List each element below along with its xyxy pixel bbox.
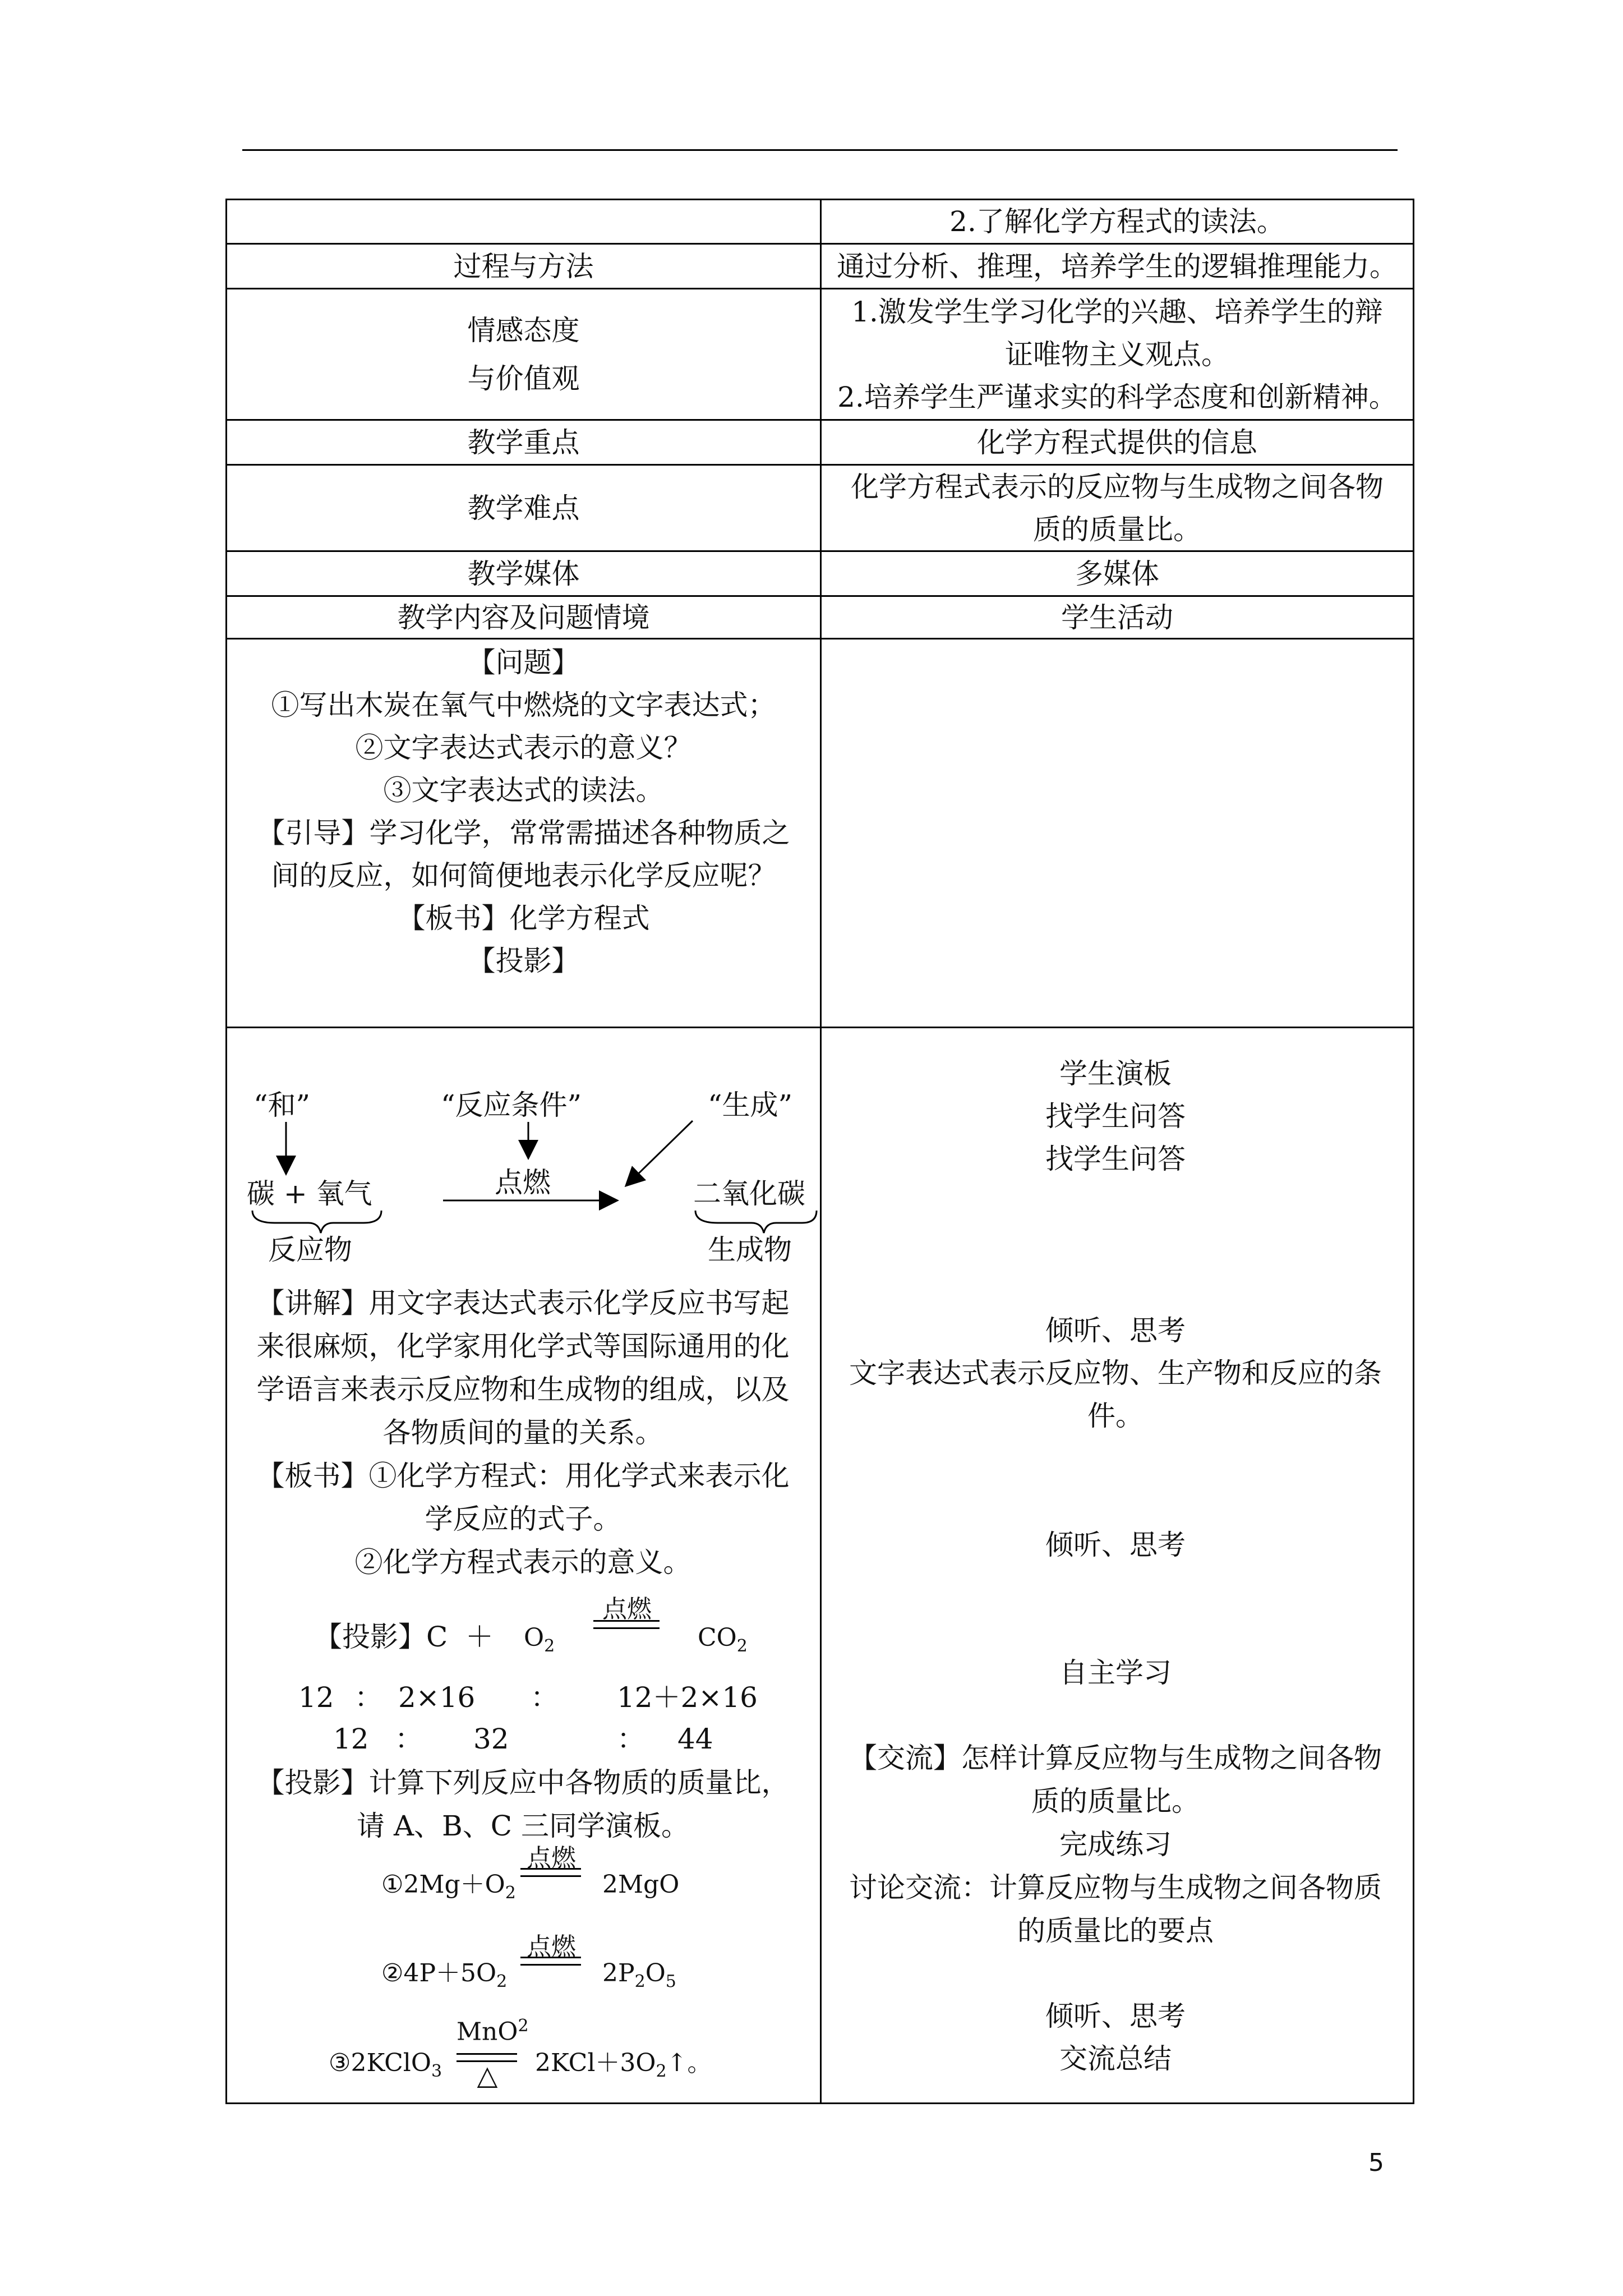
page-number: 5 — [1368, 2148, 1384, 2177]
product-label: “生成” — [708, 1089, 793, 1121]
row-4-right: 化学方程式表示的反应物与生成物之间各物 质的质量比。 — [851, 470, 1384, 546]
oxygen-formula: $O_2$ — [524, 1623, 555, 1656]
activity: 质的质量比。 — [1031, 1785, 1200, 1818]
row-2-left: 情感态度 与价值观 — [467, 314, 580, 395]
diagram-arrows — [224, 1116, 819, 1240]
eq3-left: ③2KClO — [329, 2049, 431, 2077]
explain-line: 来很麻烦，化学家用化学式等国际通用的化 — [256, 1330, 790, 1363]
activity: 倾听、思考 — [1045, 1529, 1186, 1561]
eq2-condition: 点燃 — [527, 1932, 576, 1961]
student-activities — [820, 1737, 1411, 1953]
activity: 学生演板 — [1059, 1057, 1172, 1090]
explanation-section — [227, 1282, 819, 1584]
row-5-right: 多媒体 — [1075, 557, 1159, 590]
row-2-right: 1.激发学生学习化学的兴趣、培养学生的辩 证唯物主义观点。 2.培养学生严谨求实的科学态度和创新精神。 — [837, 295, 1397, 413]
heat-triangle-icon: △ — [477, 2060, 498, 2091]
explain-line: 【讲解】用文字表达式表示化学反应书写起 — [256, 1287, 790, 1319]
colon: ： — [531, 1681, 559, 1714]
student-activities — [820, 1995, 1411, 2080]
row-6-right: 学生活动 — [1061, 601, 1173, 634]
activity: 找学生问答 — [1045, 1143, 1186, 1175]
mass-c-value: 12 — [333, 1723, 369, 1755]
colon: ： — [395, 1723, 423, 1755]
activity: 倾听、思考 — [1045, 2000, 1186, 2032]
student-activities — [820, 1651, 1411, 1694]
row-1-left: 过程与方法 — [453, 250, 594, 283]
calculation-prompt — [227, 1761, 819, 1848]
reactants-group-label: 反应物 — [268, 1234, 352, 1266]
mass-c: 12 — [298, 1681, 334, 1714]
mass-o2-value: 32 — [473, 1723, 509, 1755]
reactants-text: 碳 + 氧气 — [247, 1177, 372, 1210]
board-line: ②化学方程式表示的意义。 — [354, 1546, 691, 1579]
activity: 交流总结 — [1059, 2042, 1172, 2075]
mass-co2-expr: 12＋2×16 — [617, 1681, 758, 1714]
product-arrow — [627, 1121, 693, 1185]
row-3-right: 化学方程式提供的信息 — [977, 426, 1257, 459]
student-activities — [820, 1524, 1411, 1566]
calc-line: 请 A、B、C 三同学演板。 — [357, 1810, 689, 1842]
activity: 倾听、思考 — [1045, 1314, 1186, 1347]
and-label: “和” — [253, 1089, 311, 1121]
ignite-condition: 点燃 — [602, 1595, 652, 1623]
activity: 【交流】怎样计算反应物与生成物之间各物 — [849, 1742, 1382, 1774]
board-line: 学反应的式子。 — [425, 1503, 621, 1535]
calc-line: 【投影】计算下列反应中各物质的质量比， — [256, 1766, 790, 1799]
eq1-equals — [520, 1868, 581, 1877]
colon: ： — [354, 1681, 382, 1714]
plus-sign: ＋ — [465, 1621, 494, 1653]
activity: 完成练习 — [1059, 1828, 1172, 1861]
eq2-equals — [520, 1957, 581, 1966]
reactants-brace — [252, 1211, 381, 1233]
mass-co2-value: 44 — [677, 1723, 713, 1755]
eq3-catalyst: MnO$^2$ — [457, 2016, 529, 2046]
eq1-condition: 点燃 — [527, 1844, 576, 1872]
student-activities — [820, 1309, 1411, 1437]
colon: ： — [617, 1723, 645, 1755]
eq2-right: $2P_2O_5$ — [602, 1959, 676, 1991]
row-0-right: 2.了解化学方程式的读法。 — [949, 205, 1285, 238]
products-group-label: 生成物 — [708, 1234, 792, 1266]
header-rule — [242, 149, 1398, 151]
activity: 文字表达式表示反应物、生产物和反应的条 — [849, 1357, 1382, 1389]
row-6-left: 教学内容及问题情境 — [397, 601, 650, 634]
activity: 件。 — [1087, 1400, 1144, 1432]
mass-o2-expr: 2×16 — [398, 1681, 476, 1714]
eq1-right: 2MgO — [602, 1870, 680, 1899]
activity: 找学生问答 — [1045, 1100, 1186, 1133]
activity: 讨论交流：计算反应物与生成物之间各物质 — [849, 1871, 1382, 1904]
product-text: 二氧化碳 — [693, 1177, 805, 1210]
eq1-left: ①2Mg＋O — [381, 1870, 505, 1899]
eq2-left: ②4P＋5O — [381, 1959, 497, 1987]
row-1-right: 通过分析、推理，培养学生的逻辑推理能力。 — [837, 250, 1398, 283]
row-0-left — [227, 200, 820, 243]
explain-line: 学语言来表示反应物和生成物的组成，以及 — [256, 1373, 790, 1406]
board-line: 【板书】①化学方程式：用化学式来表示化 — [256, 1460, 790, 1492]
explain-line: 各物质间的量的关系。 — [382, 1416, 663, 1449]
condition-label: “反应条件” — [441, 1089, 582, 1121]
student-activities — [820, 1052, 1411, 1180]
eq3-right: $2KCl+3O_2↑$。 — [535, 2049, 712, 2081]
projection-label: 【投影】C — [314, 1621, 448, 1653]
row-5-left: 教学媒体 — [467, 557, 580, 590]
activity: 的质量比的要点 — [1017, 1915, 1214, 1947]
products-brace — [695, 1211, 817, 1233]
carbon-dioxide-formula: $CO_2$ — [698, 1623, 748, 1656]
question-section: 【问题】 ①写出木炭在氧气中燃烧的文字表达式； ②文字表达式表示的意义？ ③文字表达式的读法。 【引导】学习化学，常常需描述各种物质之 间的反应，如何简便地表示化学反应呢？ 【板书】化学方程式 【投影】 — [257, 646, 790, 977]
row-4-left: 教学难点 — [467, 491, 580, 524]
equals-bars — [593, 1620, 660, 1629]
condition-text: 点燃 — [495, 1166, 551, 1199]
row-3-left: 教学重点 — [467, 426, 580, 459]
activity: 自主学习 — [1059, 1657, 1172, 1689]
